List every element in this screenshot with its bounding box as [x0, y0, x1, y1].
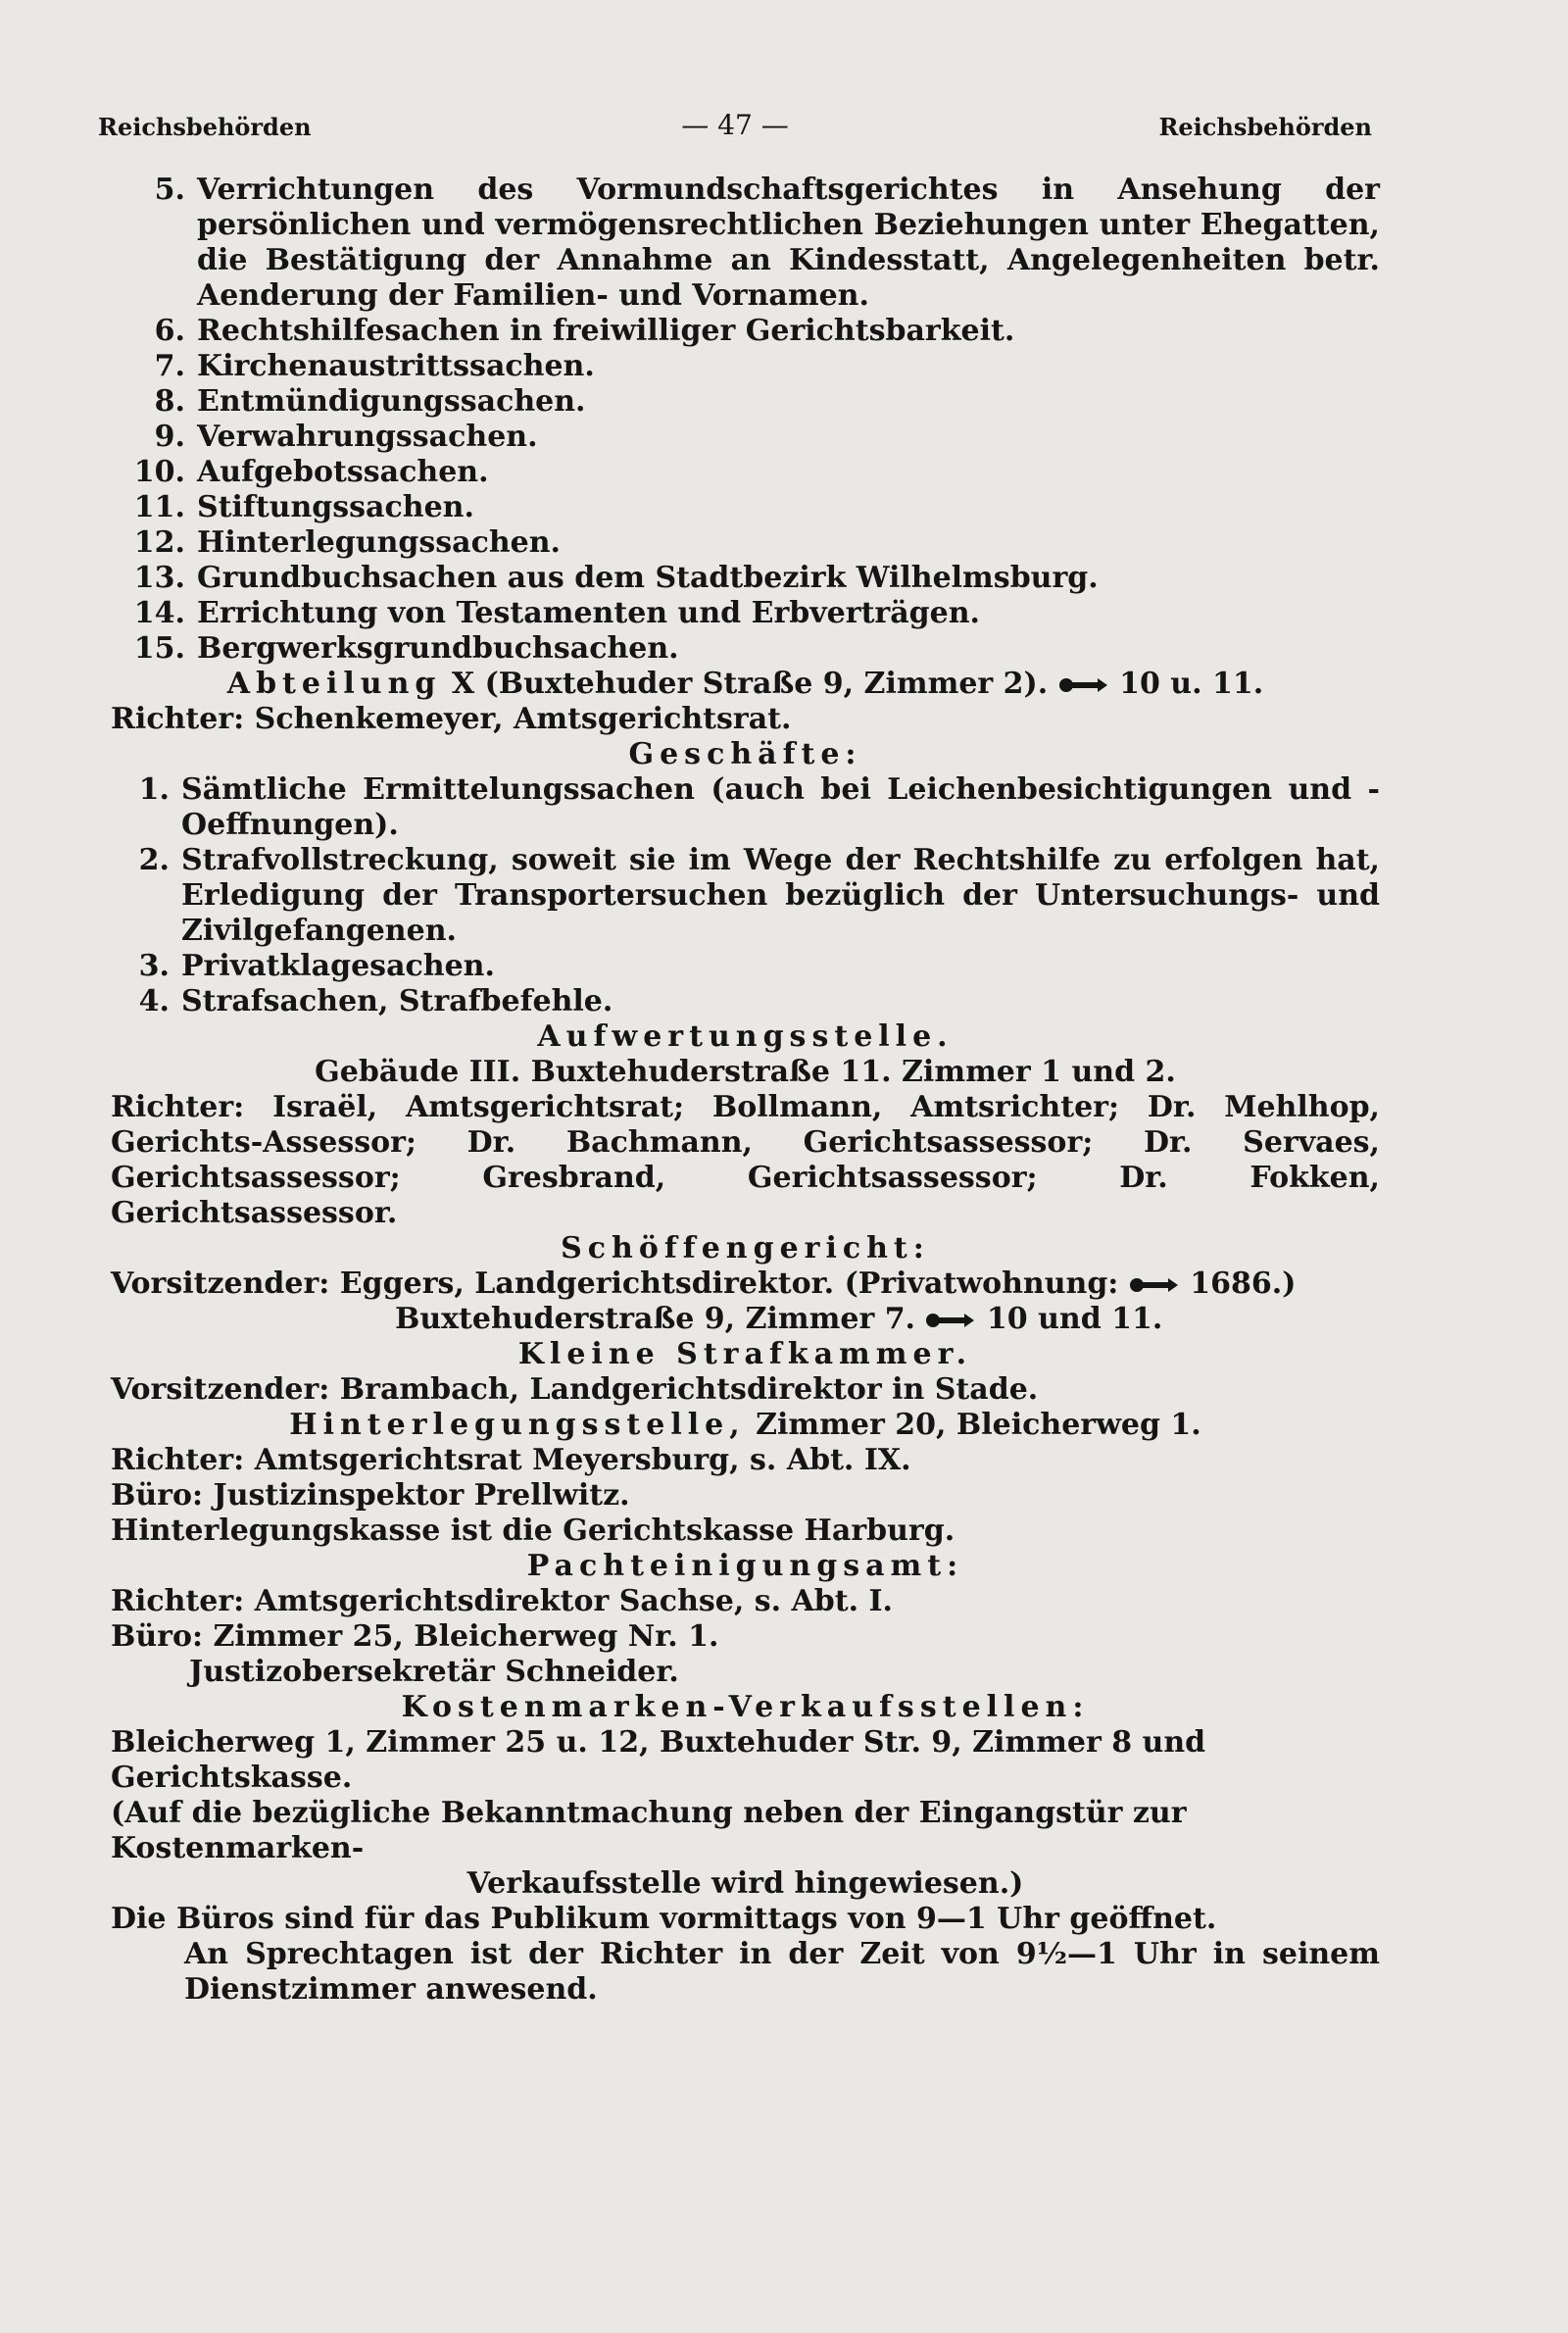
aufwertung-heading: Aufwertungsstelle.: [537, 1019, 954, 1054]
list-item: [111, 384, 1380, 420]
aufwertung-richter: Richter: Israël, Amtsgerichtsrat; Bollmann, Amtsrichter; Dr. Mehlhop, Gerichts-Assessor; Dr. Bachmann, Gerichtsassessor; Dr. Servaes, Gerichtsassessor; Gresbrand, Gerichtsassessor; Dr. Fokken, Gerichtsassessor.: [111, 1090, 1380, 1230]
abteilung-phone: 10 u. 11.: [1119, 667, 1264, 701]
header-right: Reichsbehörden: [1158, 113, 1372, 141]
telephone-key-icon: [925, 1312, 976, 1329]
list-number: 15.: [133, 631, 185, 666]
kostenmarken-note-cont: Verkaufsstelle wird hingewiesen.): [466, 1866, 1024, 1901]
hinterlegung-location: Zimmer 20, Bleicherweg 1.: [756, 1408, 1201, 1442]
hinterlegung-richter: Richter: Amtsgerichtsrat Meyersburg, s. Abt. IX.: [111, 1443, 911, 1477]
schoeffengericht-private-phone: 1686.): [1190, 1266, 1297, 1301]
list-number: 8.: [154, 384, 185, 419]
list-number: 2.: [138, 843, 170, 877]
strafkammer-vorsitz: Vorsitzender: Brambach, Landgerichtsdirektor in Stade.: [111, 1372, 1039, 1407]
list-item: [111, 314, 1380, 349]
list-text: Rechtshilfesachen in freiwilliger Gerichtsbarkeit.: [197, 314, 1015, 348]
consultation-hours-note: An Sprechtagen ist der Richter in der Zeit von 9½—1 Uhr in seinem Dienstzimmer anwesend.: [184, 1937, 1380, 2007]
list-item: [111, 843, 1380, 949]
schoeffengericht-room: Buxtehuderstraße 9, Zimmer 7.: [395, 1302, 916, 1336]
list-text: Aufgebotssachen.: [197, 455, 489, 489]
list-item: [111, 984, 1380, 1019]
list-number: 9.: [154, 420, 185, 454]
list-item: [111, 772, 1380, 843]
duties-list: [111, 173, 1380, 667]
list-item: [111, 420, 1380, 455]
list-text: Errichtung von Testamenten und Erbverträgen.: [197, 596, 980, 630]
list-number: 6.: [154, 314, 185, 348]
geschaefte-list: [111, 772, 1380, 1019]
list-item: [111, 631, 1380, 667]
office-hours-note: Die Büros sind für das Publikum vormittags von 9—1 Uhr geöffnet.: [111, 1902, 1217, 1936]
pachteinigung-sekretaer: Justizobersekretär Schneider.: [189, 1655, 679, 1689]
list-item: [111, 490, 1380, 525]
list-text: Kirchenaustrittssachen.: [197, 349, 595, 383]
list-number: 11.: [133, 490, 185, 524]
list-text: Strafvollstreckung, soweit sie im Wege der Rechtshilfe zu erfolgen hat, Erledigung der Transportersuchen bezüglich der Untersuchungs- und Zivilgefangenen.: [181, 843, 1380, 948]
list-number: 13.: [133, 561, 185, 595]
strafkammer-heading: Kleine Strafkammer.: [517, 1337, 973, 1371]
document-body: [111, 173, 1380, 2008]
hinterlegung-kasse: Hinterlegungskasse ist die Gerichtskasse Harburg.: [111, 1514, 956, 1548]
list-item: [111, 561, 1380, 596]
hinterlegung-label: Hinterlegungsstelle,: [289, 1408, 746, 1442]
list-item: [111, 455, 1380, 490]
abteilung-label: Abteilung: [226, 667, 442, 701]
list-item: [111, 525, 1380, 561]
list-number: 14.: [133, 596, 185, 630]
list-number: 10.: [133, 455, 185, 489]
list-text: Sämtliche Ermittelungssachen (auch bei Leichenbesichtigungen und -Oeffnungen).: [181, 772, 1380, 842]
page-number: — 47 —: [681, 109, 789, 141]
schoeffengericht-heading: Schöffengericht:: [561, 1231, 930, 1266]
schoeffengericht-line2: [111, 1302, 1380, 1337]
telephone-key-icon: [1129, 1276, 1180, 1294]
hinterlegung-heading: [111, 1408, 1380, 1443]
kostenmarken-heading: Kostenmarken-Verkaufsstellen:: [401, 1690, 1090, 1724]
geschaefte-heading: Geschäfte:: [628, 737, 862, 771]
list-text: Strafsachen, Strafbefehle.: [181, 984, 613, 1018]
list-text: Hinterlegungssachen.: [197, 525, 562, 560]
abteilung-heading: [111, 667, 1380, 702]
schoeffengericht-line1: [111, 1266, 1380, 1302]
list-text: Bergwerksgrundbuchsachen.: [197, 631, 679, 666]
pachteinigung-richter: Richter: Amtsgerichtsdirektor Sachse, s. Abt. I.: [111, 1584, 894, 1618]
list-number: 3.: [138, 949, 170, 983]
list-item: [111, 949, 1380, 984]
list-item: [111, 349, 1380, 384]
pachteinigung-heading: Pachteinigungsamt:: [526, 1549, 964, 1583]
abteilung-richter: Richter: Schenkemeyer, Amtsgerichtsrat.: [111, 702, 792, 736]
list-text: Privatklagesachen.: [181, 949, 495, 983]
list-text: Verwahrungssachen.: [197, 420, 538, 454]
pachteinigung-buero: Büro: Zimmer 25, Bleicherweg Nr. 1.: [111, 1619, 719, 1654]
header-left: Reichsbehörden: [98, 113, 312, 141]
hinterlegung-buero: Büro: Justizinspektor Prellwitz.: [111, 1478, 630, 1513]
running-header: [98, 109, 1372, 148]
list-text: Stiftungssachen.: [197, 490, 474, 524]
list-item: [111, 173, 1380, 314]
list-number: 7.: [154, 349, 185, 383]
schoeffengericht-phone: 10 und 11.: [986, 1302, 1163, 1336]
list-number: 12.: [133, 525, 185, 560]
kostenmarken-locations: Bleicherweg 1, Zimmer 25 u. 12, Buxtehuder Str. 9, Zimmer 8 und Gerichtskasse.: [111, 1725, 1206, 1795]
list-text: Entmündigungssachen.: [197, 384, 586, 419]
schoeffengericht-vorsitz: Vorsitzender: Eggers, Landgerichtsdirektor. (Privatwohnung:: [111, 1266, 1119, 1301]
list-number: 1.: [138, 772, 170, 807]
list-number: 4.: [138, 984, 170, 1018]
abteilung-location: X (Buxtehuder Straße 9, Zimmer 2).: [451, 667, 1049, 701]
list-text: Verrichtungen des Vormundschaftsgerichtes in Ansehung der persönlichen und vermögensrechtlichen Beziehungen unter Ehegatten, die Bestätigung der Annahme an Kindesstatt, Angelegenheiten betr. Aenderung der Familien- und Vornamen.: [197, 173, 1380, 313]
list-item: [111, 596, 1380, 631]
aufwertung-address: Gebäude III. Buxtehuderstraße 11. Zimmer 1 und 2.: [315, 1055, 1176, 1089]
list-text: Grundbuchsachen aus dem Stadtbezirk Wilhelmsburg.: [197, 561, 1099, 595]
list-number: 5.: [154, 173, 185, 207]
telephone-key-icon: [1058, 676, 1109, 694]
kostenmarken-note: (Auf die bezügliche Bekanntmachung neben der Eingangstür zur Kostenmarken-: [111, 1796, 1187, 1865]
